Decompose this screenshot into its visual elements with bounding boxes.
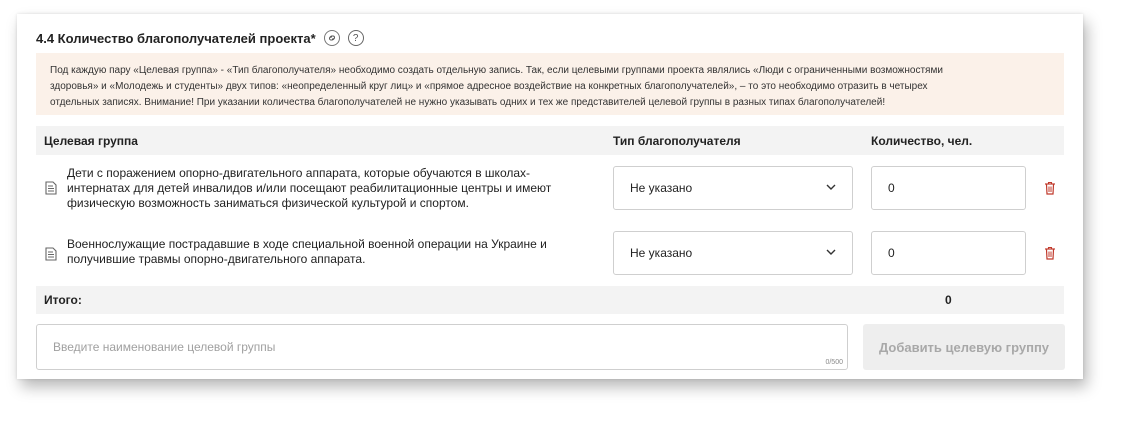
section-header xyxy=(36,28,364,48)
quantity-input[interactable] xyxy=(871,231,1026,275)
document-icon xyxy=(45,181,57,195)
recipient-type-value: Не указано xyxy=(630,181,693,195)
question-icon[interactable]: ? xyxy=(348,30,364,46)
recipient-type-select[interactable] xyxy=(613,166,853,210)
table-header xyxy=(36,126,1064,155)
total-row xyxy=(36,286,1064,314)
recipient-type-select[interactable] xyxy=(613,231,853,275)
target-group-name xyxy=(67,237,597,267)
document-icon xyxy=(45,247,57,261)
link-circle-icon[interactable] xyxy=(324,30,340,46)
section-title: 4.4 Количество благополучателей проекта* xyxy=(36,30,316,46)
target-group-line: получившие травмы опорно-двигательного аппарата. xyxy=(67,252,366,266)
total-value: 0 xyxy=(945,293,952,307)
notice-line: отдельных записях. Внимание! При указании количества благополучателей не нужно указывать одних и тех же представителей целевой группы в разных типах благополучателей! xyxy=(50,97,886,108)
chevron-down-icon xyxy=(826,183,836,191)
chevron-down-icon xyxy=(826,248,836,256)
quantity-value: 0 xyxy=(888,246,895,260)
notice-line: здоровья» и «Молодежь и студенты» двух типов: «неопределенный круг лиц» и «прямое адресное воздействие на конкретных благополучателей», – то это необходимо отразить в четырех xyxy=(50,81,928,92)
link-circle-glyph xyxy=(327,33,337,43)
beneficiaries-card xyxy=(17,14,1083,379)
target-group-name xyxy=(67,166,597,211)
header-target-group: Целевая группа xyxy=(44,134,138,148)
add-target-group-button[interactable]: Добавить целевую группу xyxy=(863,324,1065,370)
delete-icon[interactable] xyxy=(1044,246,1056,260)
table-row xyxy=(36,164,1064,216)
info-notice xyxy=(36,53,1064,115)
quantity-input[interactable] xyxy=(871,166,1026,210)
char-counter: 0/500 xyxy=(825,359,843,366)
header-recipient-type: Тип благополучателя xyxy=(613,134,741,148)
target-group-line: физическую возможность заниматься физической культурой и спортом. xyxy=(67,196,470,210)
input-placeholder: Введите наименование целевой группы xyxy=(53,340,276,354)
header-quantity: Количество, чел. xyxy=(871,134,973,148)
target-group-line: Дети с поражением опорно-двигательного аппарата, которые обучаются в школах- xyxy=(67,166,531,180)
target-group-line: Военнослужащие пострадавшие в ходе специальной военной операции на Украине и xyxy=(67,237,547,251)
target-group-line: интернатах для детей инвалидов и/или посещают реабилитационные центры и имеют xyxy=(67,181,552,195)
quantity-value: 0 xyxy=(888,181,895,195)
recipient-type-value: Не указано xyxy=(630,246,693,260)
notice-line: Под каждую пару «Целевая группа» - «Тип благополучателя» необходимо создать отдельную запись. Так, если целевыми группами проекта являлись «Люди с ограниченными возможностями xyxy=(50,65,943,76)
total-label: Итого: xyxy=(44,293,82,307)
delete-icon[interactable] xyxy=(1044,181,1056,195)
target-group-name-input[interactable] xyxy=(36,324,848,370)
table-row xyxy=(36,229,1064,281)
